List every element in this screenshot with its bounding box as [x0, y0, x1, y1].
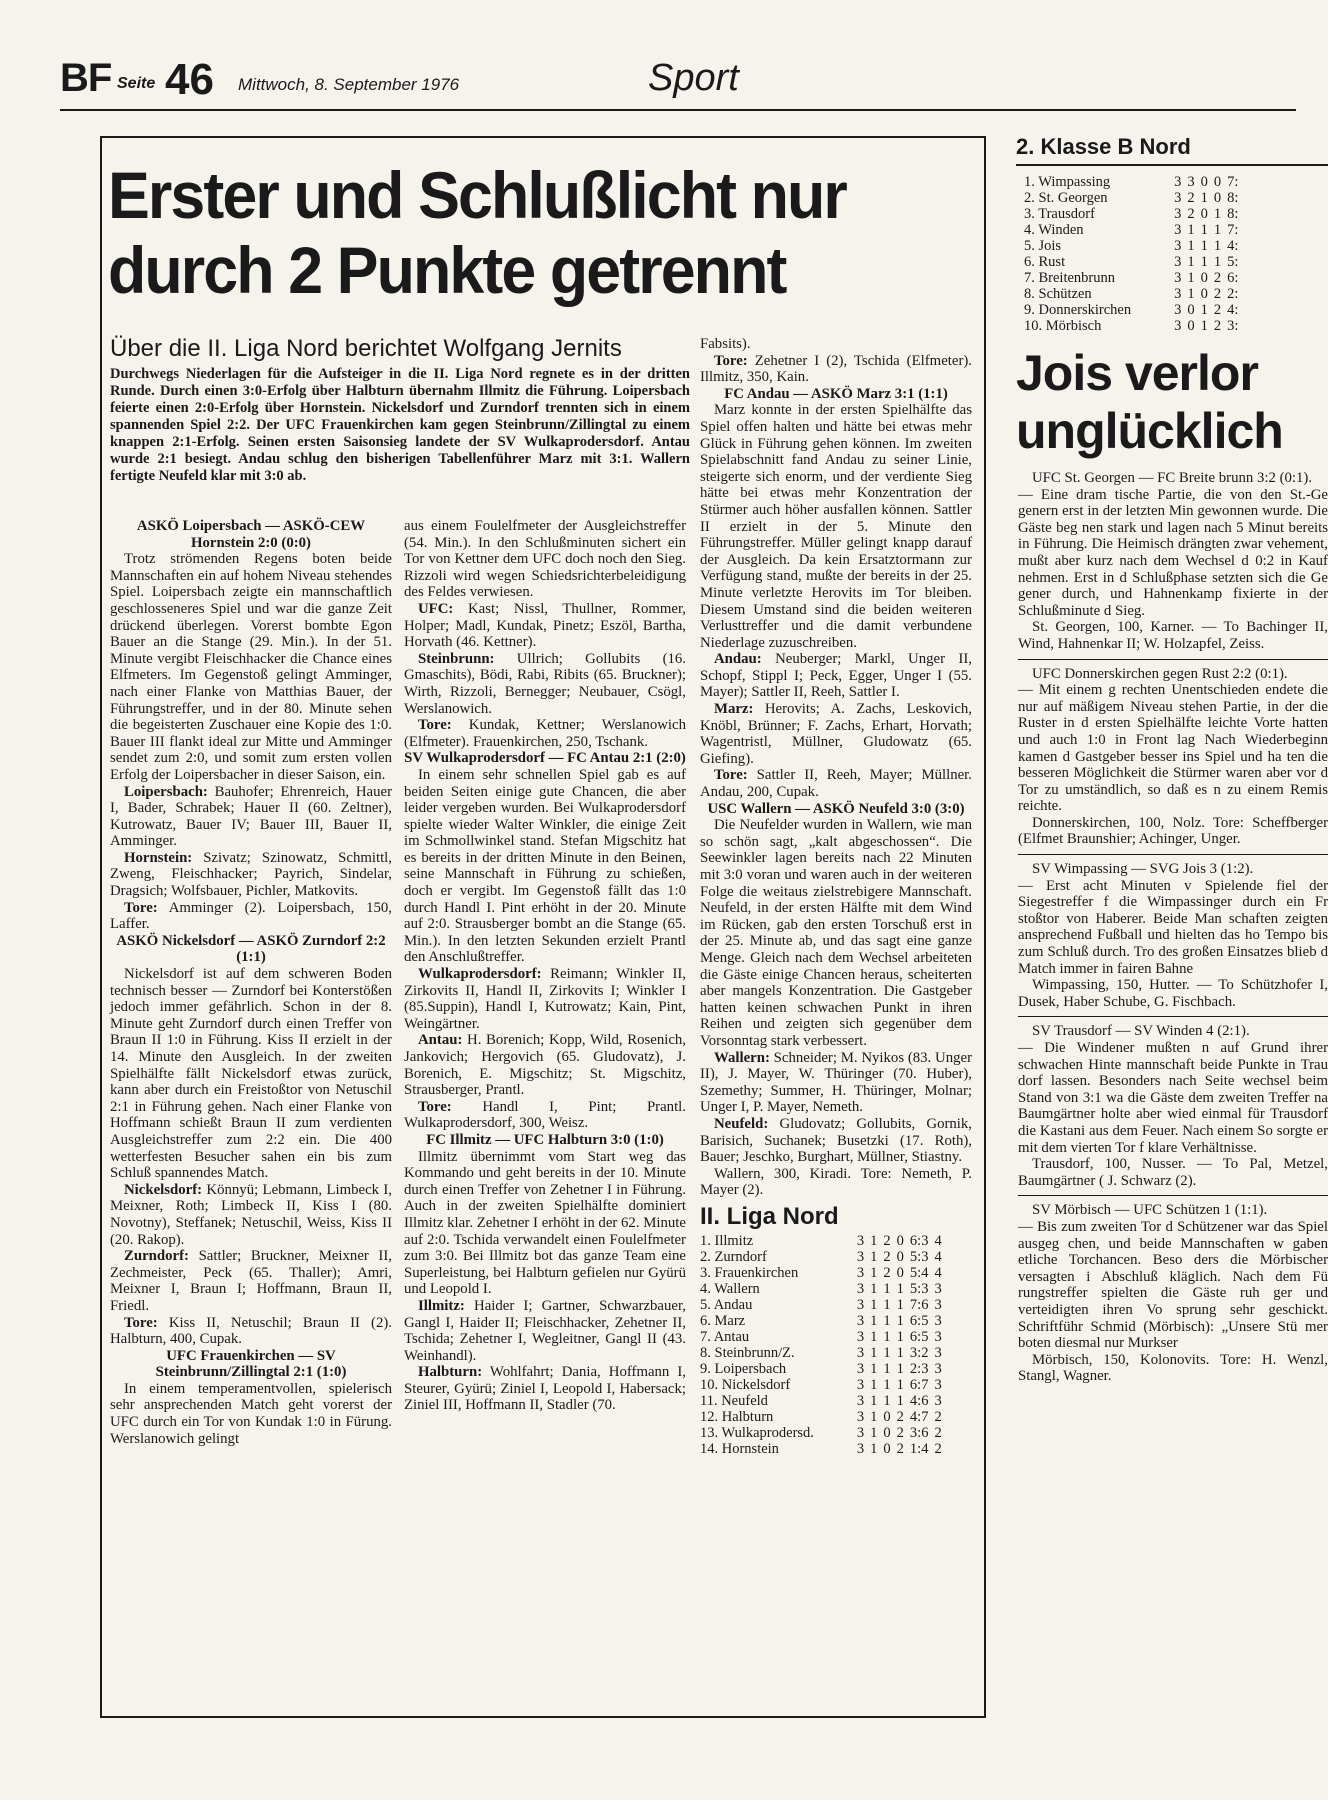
stat-cell: 1 [1200, 254, 1208, 270]
stat-cell: 3 [1174, 174, 1182, 190]
table-row [1024, 222, 1241, 238]
article-paragraph: Fabsits). [700, 336, 751, 352]
team-name-cell: 8. Schützen [1024, 286, 1092, 302]
team-name-cell: 2. St. Georgen [1024, 190, 1108, 206]
stat-cell: 0 [1200, 174, 1208, 190]
article-paragraph: Illmitz: Haider I; Gartner, Schwarzbauer, Gangl I, Haider II; Fleischhacker, Zehetner II, Tschida; Zehetner I, Wegleitner, Gangl II (43. Weinhandl). [404, 1297, 686, 1364]
article-paragraph: Andau: Neuberger; Markl, Unger II, Schopf, Stippl I; Peck, Egger, Unger I (55. Mayer); Sattler II, Reeh, Sattler I. [700, 651, 972, 701]
stat-cell: 1 [870, 1392, 878, 1409]
headline-line-1: Erster und Schlußlicht nur [108, 158, 846, 232]
article-paragraph: Halbturn: Wohlfahrt; Dania, Hoffmann I, Steurer, Gyürü; Ziniel I, Leopold I, Habersack; Ziniel III, Hoffmann II, Stadler (70. [404, 1364, 686, 1414]
stat-cell: 8: [1227, 206, 1239, 222]
stat-cell: 3 [856, 1328, 865, 1345]
page-label: Seite [117, 75, 156, 92]
stat-cell: 2:3 [909, 1360, 929, 1377]
stat-cell: 0 [896, 1232, 904, 1249]
article-paragraph: In einem sehr schnellen Spiel gab es auf beiden Seiten einige gute Chancen, die aber leider vergeben wurden. Bei Wulkaprodersdorf spielte wieder Walter Winkler, die einige Zeit im Schmollwinkel stand. Stefan Migschitz hat es bereits in der dritten Minute in den Beinen, seine Mannschaft in Führung zu schießen, doch er vergibt. Im Gegenstoß fällt das 1:0 durch Handl I. Pint erhöht in der 20. Minute auf 2:0. Strausberger bombt an die Stange (65. Min.). In den letzten Sekunden erzielt Prantl den Anschlußtreffer. [404, 766, 686, 966]
stat-cell: 1 [1187, 238, 1195, 254]
table-row [700, 1249, 945, 1265]
team-name-cell: 4. Wallern [700, 1280, 760, 1297]
stat-cell: 3 [856, 1280, 865, 1297]
match-heading: UFC St. Georgen — FC Breite brunn 3:2 (0:1). [1032, 470, 1313, 486]
table-row [1024, 174, 1241, 190]
stat-cell: 4:7 [909, 1408, 929, 1425]
stat-cell: 1 [870, 1328, 878, 1345]
stat-cell: 3 [1174, 206, 1182, 222]
klasse-table-title: 2. Klasse B Nord [1016, 134, 1191, 159]
stat-cell: 3 [934, 1376, 942, 1393]
stat-cell: 6: [1227, 270, 1239, 286]
article-column-2 [404, 518, 686, 1414]
stat-cell: 3: [1227, 318, 1239, 334]
article-column-3 [700, 336, 972, 1457]
match-heading: SV Wulkaprodersdorf — FC Antau 2:1 (2:0) [404, 750, 686, 767]
stat-cell: 1 [883, 1296, 891, 1313]
stat-cell: 2 [896, 1408, 904, 1425]
stat-cell: 0 [1200, 286, 1208, 302]
stat-cell: 1 [1200, 222, 1208, 238]
match-heading: ASKÖ Loipersbach — ASKÖ-CEW Hornstein 2:0 (0:0) [136, 518, 366, 551]
article-paragraph: Wimpassing, 150, Hutter. — To Schützhofer I, Dusek, Haber Schube, G. Fischbach. [1018, 977, 1328, 1010]
table-row [700, 1329, 945, 1345]
right-headline [1016, 344, 1328, 460]
stat-cell: 4 [934, 1248, 942, 1265]
stat-cell: 3:6 [909, 1424, 929, 1441]
article-paragraph: Neufeld: Gludovatz; Gollubits, Gornik, Barisich, Suchanek; Busetzki (17. Roth), Bauer; Jeschko, Burghart, Müllner, Stiastny. [700, 1115, 972, 1166]
team-name-cell: 4. Winden [1024, 222, 1084, 238]
stat-cell: 2 [1213, 286, 1222, 302]
stat-cell: 2 [883, 1264, 891, 1281]
stat-cell: 1 [1200, 302, 1208, 318]
stat-cell: 0 [1187, 302, 1195, 318]
table-row [700, 1281, 945, 1297]
article-paragraph: Loipersbach: Bauhofer; Ehrenreich, Hauer I, Bader, Schrabek; Hauer II (60. Zeltner), Kutrowatz, Bauer IV; Bauer III, Bauer II, Amminger. [110, 783, 392, 850]
stat-cell: 5:3 [909, 1248, 929, 1265]
stat-cell: 1 [896, 1360, 904, 1377]
stat-cell: 6:3 [909, 1232, 929, 1249]
article-paragraph: — Erst acht Minuten v Spielende fiel der Siegestreffer f die Wimpassinger durch ein Fr stoßtor von Haberer. Beide Man schaften zeigten ansprechend Fußball und hielten das ho Tempo bis zum Schluß durch. Tro des großen Einsatzes blieb d Match immer in fairen Bahne [1018, 877, 1328, 977]
stat-cell: 3 [856, 1248, 865, 1265]
stat-cell: 1 [896, 1296, 904, 1313]
stat-cell: 1 [883, 1312, 891, 1329]
table-row [700, 1425, 945, 1441]
divider [1018, 659, 1328, 660]
stat-cell: 3 [1174, 238, 1182, 254]
lead-paragraph: Durchwegs Niederlagen für die Aufsteiger in die II. Liga Nord regnete es in der dritten Runde. Durch einen 3:0-Erfolg über Halbturn übernahm Illmitz die Führung. Loipersbach feierte einen 2:0-Erfolg über Hornstein. Nickelsdorf und Zurndorf trennten sich in einem spannenden Spiel 2:2. Der UFC Frauenkirchen kam gegen Steinbrunn/Zillingtal zu einem knappen 2:1-Erfolg. Seinen ersten Saisonsieg landete der SV Wulkaprodersdorf. Antau wurde 2:1 besiegt. Andau schlug den bisherigen Tabellenführer Marz mit 3:1. Wallern fertigte Neufeld klar mit 3:0 ab. [110, 366, 690, 484]
stat-cell: 0 [1213, 190, 1222, 206]
stat-cell: 0 [883, 1440, 891, 1457]
stat-cell: 1 [1213, 254, 1222, 270]
stat-cell: 8: [1227, 190, 1239, 206]
team-name-cell: 10. Mörbisch [1024, 318, 1102, 334]
stat-cell: 3 [856, 1232, 865, 1249]
article-paragraph: Marz: Herovits; A. Zachs, Leskovich, Knöbl, Brünner; F. Zachs, Erhart, Horvath; Wagentristl, Müllner, Gludowatz (65. Giefing). [700, 701, 972, 767]
article-paragraph: Trotz strömenden Regens boten beide Mannschaften ein auf hohem Niveau stehendes Spiel. Loipersbach zeigte ein mannschaftlich geschlosseneres Spiel und war die ganze Zeit drückend überlegen. Vorerst bombte Egon Bauer an die Stange (29. Min.). In der 51. Minute vergibt Fleischhacker die Chance eines Elfmeters. Im Gegenstoß gelingt Amminger, nach einer Flanke von Matthias Bauer, der Führungstreffer, und in der 80. Minute sehen die begeisterten Zuschauer eine Kopie des 1:0. Bauer III flankt ideal zur Mitte und Amminger sendet zum 2:0, und somit zum ersten vollen Erfolg der Loipersbacher in dieser Saison, ein. [110, 551, 392, 783]
stat-cell: 1 [896, 1280, 904, 1297]
stat-cell: 6:5 [909, 1328, 929, 1345]
right-column [1008, 120, 1328, 1800]
stat-cell: 0 [896, 1248, 904, 1265]
match-heading: UFC Donnerskirchen gegen Rust 2:2 (0:1). [1032, 665, 1288, 682]
stat-cell: 2: [1227, 286, 1239, 302]
team-name-cell: 1. Wimpassing [1024, 174, 1111, 190]
team-name-cell: 12. Halbturn [700, 1408, 774, 1425]
stat-cell: 1 [896, 1376, 904, 1393]
team-name-cell: 9. Loipersbach [700, 1360, 787, 1377]
stat-cell: 1 [870, 1296, 878, 1313]
stat-cell: 0 [883, 1424, 891, 1441]
team-name-cell: 6. Rust [1024, 254, 1066, 270]
divider [1018, 1195, 1328, 1196]
stat-cell: 2 [896, 1424, 904, 1441]
stat-cell: 1 [870, 1408, 878, 1425]
team-name-cell: 5. Andau [700, 1296, 753, 1313]
stat-cell: 1 [870, 1312, 878, 1329]
table-row [1024, 238, 1241, 254]
table-row [700, 1313, 945, 1329]
section-title: Sport [648, 57, 739, 99]
team-name-cell: 9. Donnerskirchen [1024, 302, 1132, 318]
stat-cell: 4:6 [909, 1392, 929, 1409]
stat-cell: 3 [1174, 222, 1182, 238]
stat-cell: 1 [870, 1424, 878, 1441]
article-paragraph: Illmitz übernimmt vom Start weg das Kommando und geht bereits in der 10. Minute durch einen Treffer von Zehetner I in Führung. Auch in der zweiten Spielhälfte dominiert Illmitz klar. Zehetner I erhöht in der 62. Minute auf 2:0. Tschida verwandelt einen Foulelfmeter zum 3:0. Bei Illmitz bot das ganze Team eine Superleistung, bei Halbturn gefielen nur Gyürü und Leopold I. [404, 1148, 686, 1298]
table-row [700, 1409, 945, 1425]
stat-cell: 3 [856, 1296, 865, 1313]
stat-cell: 2 [1213, 302, 1222, 318]
table-row [1024, 270, 1241, 286]
stat-cell: 1 [1200, 318, 1208, 334]
team-name-cell: 7. Breitenbrunn [1024, 270, 1116, 286]
stat-cell: 7: [1227, 222, 1239, 238]
stat-cell: 3 [1174, 190, 1182, 206]
stat-cell: 1 [1187, 254, 1195, 270]
right-headline-line-1: Jois verlor [1016, 345, 1258, 401]
klasse-standings-table [1024, 174, 1241, 334]
article-paragraph: Tore: Zehetner I (2), Tschida (Elfmeter). Illmitz, 350, Kain. [700, 352, 972, 386]
stat-cell: 3 [856, 1376, 865, 1393]
stat-cell: 3 [1174, 302, 1182, 318]
stat-cell: 1 [1213, 238, 1222, 254]
stat-cell: 1 [883, 1392, 891, 1409]
stat-cell: 3 [856, 1312, 865, 1329]
stat-cell: 3 [934, 1328, 942, 1345]
stat-cell: 1 [1187, 270, 1195, 286]
table-row [700, 1297, 945, 1313]
article-paragraph: Wallern: Schneider; M. Nyikos (83. Unger II), J. Mayer, W. Thüringer (70. Huber), Szemethy; Summer, H. Thüringer, Molnar; Unger I, P. Mayer, Nemeth. [700, 1049, 972, 1116]
stat-cell: 1 [870, 1376, 878, 1393]
stat-cell: 3 [856, 1360, 865, 1377]
header-rule [60, 109, 1296, 111]
column-3-text [700, 336, 972, 1199]
article-paragraph: — Die Windener mußten n auf Grund ihrer schwachen Hinte mannschaft beide Punkte in Trau dorf lassen. Besonders nach Seite wechsel beim Stand von 3:1 wa die Gäste dem zweiten Treffer na Baumgärtner holte aber wied einmal für Trausdorf die Kastani aus dem Feuer. Nach einem So sorgte er mit dem vierten Tor f klare Verhältnisse. [1018, 1040, 1328, 1156]
stat-cell: 1 [1200, 238, 1208, 254]
stat-cell: 3:2 [909, 1344, 929, 1361]
team-name-cell: 6. Marz [700, 1312, 746, 1329]
stat-cell: 1 [1187, 286, 1195, 302]
article-paragraph: In einem temperamentvollen, spielerisch sehr ansprechenden Match geht vorerst der UFC durch ein Tor von Kundak 1:0 in Fürung. Werslanowich gelingt [110, 1380, 392, 1447]
stat-cell: 2 [934, 1424, 942, 1441]
team-name-cell: 8. Steinbrunn/Z. [700, 1344, 795, 1361]
match-heading: USC Wallern — ASKÖ Neufeld 3:0 (3:0) [707, 800, 965, 817]
stat-cell: 4 [934, 1232, 942, 1249]
article-paragraph: Tore: Sattler II, Reeh, Mayer; Müllner. Andau, 200, Cupak. [700, 767, 972, 801]
article-paragraph: Wulkaprodersdorf: Reimann; Winkler II, Zirkovits II, Handl II, Zirkovits I; Winkler I (85.Suppin), Handl I, Kutrowatz; Kain, Pint, Weingärtner. [404, 966, 686, 1032]
stat-cell: 1 [1213, 222, 1222, 238]
stat-cell: 3 [1187, 174, 1195, 190]
stat-cell: 1:4 [909, 1440, 929, 1457]
article-paragraph: St. Georgen, 100, Karner. — To Bachinger II, Wind, Hahnenkar II; W. Holzapfel, Zeiss. [1018, 619, 1328, 652]
table-row [700, 1361, 945, 1377]
stat-cell: 3 [856, 1264, 865, 1281]
match-heading: SV Wimpassing — SVG Jois 3 (1:2). [1032, 861, 1254, 878]
stat-cell: 1 [896, 1312, 904, 1329]
table-row [700, 1233, 945, 1249]
liga-table-title: II. Liga Nord [700, 1202, 839, 1230]
stat-cell: 6:7 [909, 1376, 929, 1393]
table-row [700, 1393, 945, 1409]
stat-cell: 0 [1200, 270, 1208, 286]
article-paragraph: Tore: Kundak, Kettner; Werslanowich (Elfmeter). Frauenkirchen, 250, Tschank. [404, 717, 686, 750]
table-row [1024, 318, 1241, 334]
right-column-text [1018, 470, 1328, 1385]
table-row [700, 1441, 945, 1457]
stat-cell: 1 [883, 1360, 891, 1377]
klasse-title-rule [1016, 164, 1328, 166]
article-paragraph: Nickelsdorf: Könnyü; Lebmann, Limbeck I, Meixner, Roth; Limbeck II, Kiss I (80. Novotny), Steffanek; Netuschil, Weiss, Kiss II (20. Rakop). [110, 1181, 392, 1248]
table-row [700, 1265, 945, 1281]
divider [1018, 854, 1328, 855]
article-paragraph: — Eine dram tische Partie, die von den St.-Ge genern erst in der letzten Min gewonnen wurde. Die Gäste beg nen stark und lagen nach 5 Minut bereits in Führung. Die Heimisch drängten zwar vehement, mußt aber kurz nach dem Wechsel d 0:2 in Kauf nehmen. Erst in d Schlußphase setzten sich die Ge gener durch, und Hahnenkamp fixierte in der Schlußminute d Sieg. [1018, 486, 1328, 619]
article-paragraph: Zurndorf: Sattler; Bruckner, Meixner II, Zechmeister, Peck (65. Thaller); Amri, Meixner I, Braun I; Hoffmann, Braun II, Friedl. [110, 1248, 392, 1314]
article-paragraph: Trausdorf, 100, Nusser. — To Pal, Metzel, Baumgärtner ( J. Schwarz (2). [1018, 1156, 1328, 1189]
table-row [1024, 302, 1241, 318]
liga-standings-table [700, 1233, 945, 1457]
stat-cell: 3 [1174, 254, 1182, 270]
issue-date: Mittwoch, 8. September 1976 [238, 75, 460, 94]
page-number: 46 [165, 55, 214, 104]
stat-cell: 2 [934, 1408, 942, 1425]
stat-cell: 2 [1213, 270, 1222, 286]
team-name-cell: 5. Jois [1024, 238, 1062, 254]
stat-cell: 1 [883, 1344, 891, 1361]
stat-cell: 3 [1174, 270, 1182, 286]
stat-cell: 6:5 [909, 1312, 929, 1329]
stat-cell: 5:4 [909, 1264, 929, 1281]
stat-cell: 3 [934, 1280, 942, 1297]
stat-cell: 1 [1213, 206, 1222, 222]
stat-cell: 1 [870, 1264, 878, 1281]
team-name-cell: 1. Illmitz [700, 1232, 754, 1249]
stat-cell: 0 [1187, 318, 1195, 334]
stat-cell: 1 [1200, 190, 1208, 206]
page-header [0, 0, 1296, 120]
article-paragraph: Die Neufelder wurden in Wallern, wie man so schön sagt, „kalt abgeschossen“. Die Seewinkler lagen bereits nach 22 Minuten mit 3:0 voran und waren auch in der weiteren Folge die weitaus zielstrebigere Mannschaft. Neufeld, in der ersten Hälfte mit dem Wind im Rücken, gab den ersten Torschuß erst in der 25. Minute ab, und das sagt eine ganze Menge. Gleich nach dem Wechsel arbeiteten die Gäste einige Chancen heraus, scheiterten aber mangels Konzentration. Die Gastgeber hatten keinen schwachen Punkt in ihren Reihen und zeigten sich gegenüber dem Vorsonntag stark verbessert. [700, 817, 972, 1049]
team-name-cell: 10. Nickelsdorf [700, 1376, 791, 1393]
article-column-1 [110, 518, 392, 1447]
article-paragraph: Wallern, 300, Kiradi. Tore: Nemeth, P. Mayer (2). [700, 1165, 972, 1199]
article-paragraph: Nickelsdorf ist auf dem schweren Boden technisch besser — Zurndorf bei Konterstößen jedoch immer gefährlich. Schon in der 8. Minute geht Zurndorf durch einen Treffer von Braun II 1:0 in Führung. Kiss II erzielt in der 14. Minute den Ausgleich. In der zweiten Spielhälfte fällt Nickelsdorf etwas zurück, kann aber durch ein Freistoßtor von Netuschil 2:1 in Führung gehen. Nach einer Flanke von Hoffmann schießt Braun II zum verdienten Ausgleichstreffer zum 2:2 ein. Die 400 wetterfesten Besucher sahen ein bis zum Schluß spannendes Match. [110, 966, 392, 1182]
stat-cell: 2 [883, 1232, 891, 1249]
stat-cell: 3 [934, 1344, 942, 1361]
stat-cell: 1 [896, 1328, 904, 1345]
stat-cell: 1 [870, 1280, 878, 1297]
stat-cell: 1 [870, 1440, 878, 1457]
match-heading: FC Illmitz — UFC Halbturn 3:0 (1:0) [426, 1131, 664, 1148]
stat-cell: 3 [1174, 286, 1182, 302]
table-row [1024, 254, 1241, 270]
team-name-cell: 7. Antau [700, 1328, 750, 1345]
stat-cell: 2 [1213, 318, 1222, 334]
stat-cell: 3 [934, 1312, 942, 1329]
table-row [1024, 190, 1241, 206]
match-heading: FC Andau — ASKÖ Marz 3:1 (1:1) [724, 385, 948, 402]
stat-cell: 1 [883, 1376, 891, 1393]
table-row [1024, 206, 1241, 222]
stat-cell: 3 [856, 1392, 865, 1409]
stat-cell: 4: [1227, 238, 1239, 254]
stat-cell: 5:3 [909, 1280, 929, 1297]
stat-cell: 3 [856, 1408, 865, 1425]
stat-cell: 3 [934, 1392, 942, 1409]
match-heading: ASKÖ Nickelsdorf — ASKÖ Zurndorf 2:2 (1:1) [116, 932, 386, 966]
stat-cell: 7:6 [909, 1296, 929, 1313]
article-paragraph: Mörbisch, 150, Kolonovits. Tore: H. Wenzl, Stangl, Wagner. [1018, 1351, 1328, 1385]
match-heading: SV Mörbisch — UFC Schützen 1 (1:1). [1032, 1202, 1268, 1219]
article-paragraph: Marz konnte in der ersten Spielhälfte das Spiel offen halten und hätte bei etwas mehr Glück in Führung gehen können. Im zweiten Spielabschnitt fand Andau zu seiner Linie, steigerte sich enorm, und der verdiente Sieg hätte bei etwas mehr Konzentration der Stürmer auch höher ausfallen können. Sattler II erzielt in der 5. Minute den Führungstreffer. Müller gelingt knapp darauf der Ausgleich. Da kein Ersatztormann zur Verfügung stand, mußte der bereits in der 25. Minute verletzte Herovits im Tor bleiben. Diesem Umstand sind die beiden weiteren Verlusttreffer und die damit verbundene Niederlage zuzuschreiben. [700, 402, 972, 651]
stat-cell: 4: [1227, 302, 1239, 318]
stat-cell: 1 [896, 1344, 904, 1361]
byline: Über die II. Liga Nord berichtet Wolfgang Jernits [110, 335, 622, 362]
team-name-cell: 11. Neufeld [700, 1392, 768, 1409]
article-paragraph: UFC: Kast; Nissl, Thullner, Rommer, Holper; Madl, Kundak, Pinetz; Eszöl, Bartha, Horvath (46. Kettner). [404, 600, 686, 651]
table-row [700, 1377, 945, 1393]
article-paragraph: — Mit einem g rechten Unentschieden endete die nur auf mäßigem Niveau stehen Partie, in der die Ruster in d ersten Spielhälfte leichte Vorte hatten und auch 1:0 in Front lag Nach Wiederbeginn kamen d Gastgeber besser ins Spiel und ha ten die besseren Möglichkeit die Stürmer waren aber vor d Tor zu umständlich, so daß es n zu einem Remis reichte. [1018, 682, 1328, 815]
stat-cell: 1 [870, 1232, 878, 1249]
stat-cell: 2 [1187, 190, 1195, 206]
stat-cell: 3 [934, 1296, 942, 1313]
stat-cell: 1 [1187, 222, 1195, 238]
article-paragraph: Tore: Kiss II, Netuschil; Braun II (2). Halbturn, 400, Cupak. [110, 1314, 392, 1348]
main-headline [108, 158, 935, 308]
article-paragraph: Donnerskirchen, 100, Nolz. Tore: Scheffberger (Elfmet Braunshier; Achinger, Unger. [1018, 814, 1328, 848]
stat-cell: 3 [934, 1360, 942, 1377]
stat-cell: 1 [883, 1328, 891, 1345]
stat-cell: 1 [870, 1360, 878, 1377]
stat-cell: 3 [856, 1344, 865, 1361]
stat-cell: 3 [856, 1440, 865, 1457]
article-paragraph: Hornstein: Szivatz; Szinowatz, Schmittl, Zweng, Fleischhacker; Payrich, Sindelar, Dragsich; Wolfsbauer, Pichler, Matkovits. [110, 849, 392, 900]
match-heading: UFC Frauenkirchen — SV Steinbrunn/Zillingtal 2:1 (1:0) [155, 1347, 347, 1381]
divider [1018, 1016, 1328, 1017]
newspaper-logo: BF [60, 56, 112, 100]
stat-cell: 2 [896, 1440, 904, 1457]
stat-cell: 2 [1187, 206, 1195, 222]
article-paragraph: Antau: H. Borenich; Kopp, Wild, Rosenich, Jankovich; Hergovich (65. Gludovatz), J. Borenich, E. Migschitz; St. Migschitz, Strausberger, Prantl. [404, 1032, 686, 1099]
stat-cell: 2 [934, 1440, 942, 1457]
team-name-cell: 3. Trausdorf [1024, 206, 1095, 222]
article-paragraph: Tore: Handl I, Pint; Prantl. Wulkaprodersdorf, 300, Weisz. [404, 1098, 686, 1132]
stat-cell: 3 [856, 1424, 865, 1441]
article-paragraph: — Bis zum zweiten Tor d Schützener war das Spiel ausgeg chen, und beide Mannschaften w gaben etliche Torchancen. Beso ders die Mörbischer versagten i Abschluß kläglich. Nach dem Fü rungstreffer spielten die Gäste ruh ger und verteidigten ihren Vo sprung sehr geschickt. Schriftführ Schmid (Mörbisch): „Unsere Stü mer boten diesmal nur Murkser [1018, 1218, 1328, 1352]
team-name-cell: 14. Hornstein [700, 1440, 779, 1457]
article-paragraph: Steinbrunn: Ullrich; Gollubits (16. Gmaschits), Bödi, Rabi, Ribits (65. Bruckner); Wirth, Rizzoli, Bernegger; Neubauer, Csögl, Werslanowich. [404, 650, 686, 717]
stat-cell: 1 [870, 1248, 878, 1265]
table-row [700, 1345, 945, 1361]
stat-cell: 4 [934, 1264, 942, 1281]
stat-cell: 0 [1213, 174, 1222, 190]
stat-cell: 1 [896, 1392, 904, 1409]
stat-cell: 0 [883, 1408, 891, 1425]
table-row [1024, 286, 1241, 302]
match-heading: SV Trausdorf — SV Winden 4 (2:1). [1032, 1023, 1250, 1040]
stat-cell: 1 [870, 1344, 878, 1361]
team-name-cell: 2. Zurndorf [700, 1248, 767, 1265]
stat-cell: 3 [1174, 318, 1182, 334]
stat-cell: 0 [1200, 206, 1208, 222]
stat-cell: 0 [896, 1264, 904, 1281]
right-headline-line-2: unglücklich [1016, 403, 1283, 459]
headline-line-2: durch 2 Punkte getrennt [108, 233, 786, 307]
team-name-cell: 13. Wulkaprodersd. [700, 1424, 814, 1441]
stat-cell: 7: [1227, 174, 1239, 190]
stat-cell: 1 [883, 1280, 891, 1297]
stat-cell: 2 [883, 1248, 891, 1265]
article-paragraph: aus einem Foulelfmeter der Ausgleichstreffer (54. Min.). In den Schlußminuten sichert ein Tor von Kettner dem UFC doch noch den Sieg. Rizzoli wird wegen Schiedsrichterbeleidigung des Feldes verwiesen. [404, 518, 686, 601]
stat-cell: 5: [1227, 254, 1239, 270]
team-name-cell: 3. Frauenkirchen [700, 1264, 799, 1281]
article-paragraph: Tore: Amminger (2). Loipersbach, 150, Laffer. [110, 899, 392, 933]
